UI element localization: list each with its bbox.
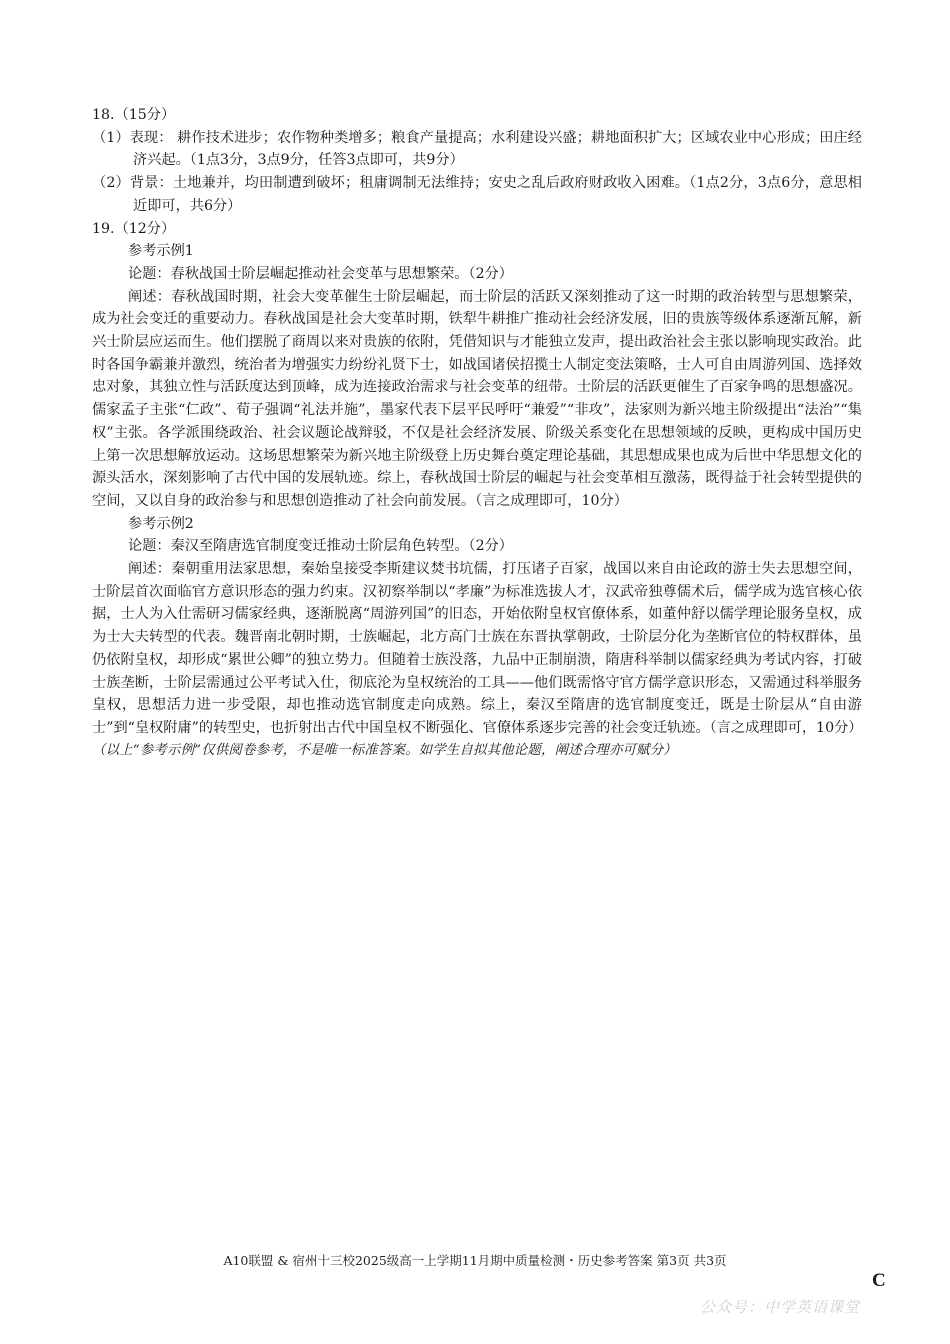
q18-part2: （2）背景：土地兼并，均田制遭到破坏；租庸调制无法维持；安史之乱后政府财政收入困难。（1点2分，3点6分，意思相近即可，共6分） <box>92 175 862 214</box>
example2-body: 阐述：秦朝重用法家思想，秦始皇接受李斯建议焚书坑儒，打压诸子百家，战国以来自由论政的游士失去思想空间，士阶层首次面临官方意识形态的强力约束。汉初察举制以“孝廉”为标准选拔人才，汉武帝独尊儒术后，儒学成为选官核心依据，士人为入仕需研习儒家经典，逐渐脱离“周游列国”的旧态，开始依附皇权官僚体系，如董仲舒以儒学理论服务皇权，成为士大夫转型的代表。魏晋南北朝时期，士族崛起，北方高门士族在东晋执掌朝政，士阶层分化为垄断官位的特权群体，虽仍依附皇权，却形成“累世公卿”的独立势力。但随着士族没落，九品中正制崩溃，隋唐科举制以儒家经典为考试内容，打破士族垄断，士阶层需通过公平考试入仕，彻底沦为皇权统治的工具——他们既需恪守官方儒学意识形态，又需通过科举服务皇权，思想活力进一步受限，却也推动选官制度走向成熟。综上，秦汉至隋唐的选官制度变迁，既是士阶层从“自由游士”到“皇权附庸”的转型史，也折射出古代中国皇权不断强化、官僚体系逐步完善的社会变迁轨迹。（言之成理即可，10分） <box>92 561 863 736</box>
grading-note: （以上“参考示例”仅供阅卷参考，不是唯一标准答案。如学生自拟其他论题，阐述合理亦可赋分） <box>92 742 677 758</box>
q18-header: 18.（15分） <box>92 107 176 123</box>
q19-header: 19.（12分） <box>92 220 176 237</box>
answer-content <box>92 104 862 762</box>
page-footer: A10联盟 & 宿州十三校2025级高一上学期11月期中质量检测・历史参考答案 第3页 共3页 <box>223 1253 727 1268</box>
paper-version-letter: C <box>872 1270 886 1291</box>
example2-label: 参考示例2 <box>128 515 194 532</box>
example1-label: 参考示例1 <box>128 243 194 260</box>
watermark: 公众号：中学英语课堂 <box>700 1298 861 1316</box>
example1-body: 阐述：春秋战国时期，社会大变革催生士阶层崛起，而士阶层的活跃又深刻推动了这一时期的政治转型与思想繁荣，成为社会变迁的重要动力。春秋战国是社会大变革时期，铁犁牛耕推广推动社会经济发展，旧的贵族等级体系逐渐瓦解，新兴士阶层应运而生。他们摆脱了商周以来对贵族的依附，凭借知识与才能独立发声，提出政治社会主张以影响现实政治。此时各国争霸兼并激烈，统治者为增强实力纷纷礼贤下士，如战国诸侯招揽士人制定变法策略，士人可自由周游列国、选择效忠对象，其独立性与活跃度达到顶峰，成为连接政治需求与社会变革的纽带。士阶层的活跃更催生了百家争鸣的思想盛况。儒家孟子主张“仁政”、荀子强调“礼法并施”，墨家代表下层平民呼吁“兼爱”“非攻”，法家则为新兴地主阶级提出“法治”“集权”主张。各学派围绕政治、社会议题论战辩驳，不仅是社会经济发展、阶级关系变化在思想领域的反映，更构成中国历史上第一次思想解放运动。这场思想繁荣为新兴地主阶级登上历史舞台奠定理论基础，其思想成果也成为后世中华思想文化的源头活水，深刻影响了古代中国的发展轨迹。综上，春秋战国士阶层的崛起与社会变革相互激荡，既得益于社会转型提供的空间，又以自身的政治参与和思想创造推动了社会向前发展。（言之成理即可，10分） <box>92 288 862 509</box>
example1-thesis: 论题：春秋战国士阶层崛起推动社会变革与思想繁荣。（2分） <box>128 265 513 282</box>
q18-part1: （1）表现： 耕作技术进步；农作物种类增多；粮食产量提高；水利建设兴盛；耕地面积扩大；区域农业中心形成；田庄经济兴起。（1点3分，3点9分，任答3点即可，共9分） <box>92 129 862 169</box>
example2-thesis: 论题：秦汉至隋唐选官制度变迁推动士阶层角色转型。（2分） <box>128 538 513 555</box>
